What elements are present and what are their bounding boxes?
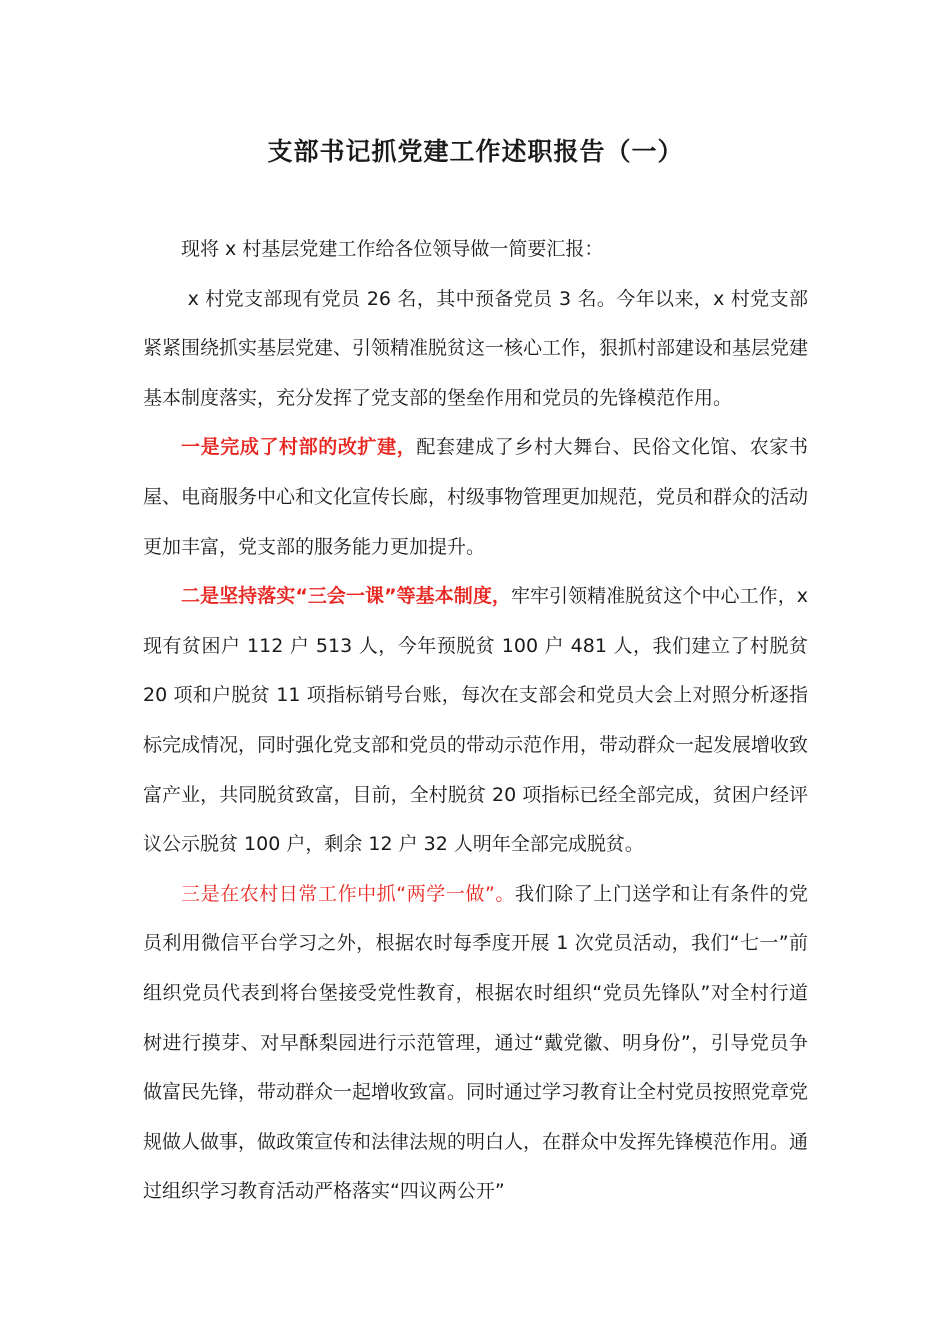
opening-paragraph: 现将 x 村基层党建工作给各位领导做一简要汇报： xyxy=(181,238,604,260)
section-paragraph-3 xyxy=(143,870,808,1217)
section-paragraph-2 xyxy=(143,572,808,870)
intro-paragraph: x 村党支部现有党员 26 名，其中预备党员 3 名。今年以来，x 村党支部紧紧围绕抓实基层党建、引领精准脱贫这一核心工作，狠抓村部建设和基层党建基本制度落实，充分发挥了党支部的堡垒作用和党员的先锋模范作用。 xyxy=(143,287,809,409)
document-title: 支部书记抓党建工作述职报告（一） xyxy=(267,137,684,166)
section-lead-3: 三是在农村日常工作中抓“两学一做”。 xyxy=(181,882,515,905)
section-text-2: 牢牢引领精准脱贫这个中心工作，x 现有贫困户 112 户 513 人，今年预脱贫 100 户 481 人，我们建立了村脱贫 20 项和户脱贫 11 项指标销号台账，每次在支部会和党员大会上对照分析逐指标完成情况，同时强化党支部和党员的带动示范作用，带动群众一起发展增收致富产业，共同脱贫致富，目前，全村脱贫 20 项指标已经全部完成，贫困户经评议公示脱贫 100 户，剩余 12 户 32 人明年全部完成脱贫。 xyxy=(143,585,809,856)
section-lead-2: 二是坚持落实“三会一课”等基本制度， xyxy=(181,585,511,608)
section-lead-1: 一是完成了村部的改扩建， xyxy=(181,436,417,459)
section-paragraph-1 xyxy=(143,423,808,572)
section-text-1: 配套建成了乡村大舞台、民俗文化馆、农家书屋、电商服务中心和文化宣传长廊，村级事物管理更加规范，党员和群众的活动更加丰富，党支部的服务能力更加提升。 xyxy=(143,436,809,558)
section-text-3: 我们除了上门送学和让有条件的党员利用微信平台学习之外，根据农时每季度开展 1 次党员活动，我们“七一”前组织党员代表到将台堡接受党性教育，根据农时组织“党员先锋队”对全村行道树进行摸芽、对早酥梨园进行示范管理，通过“戴党徽、明身份”，引导党员争做富民先锋，带动群众一起增收致富。同时通过学习教育让全村党员按照党章党规做人做事，做政策宣传和法律法规的明白人，在群众中发挥先锋模范作用。通过组织学习教育活动严格落实“四议两公开” xyxy=(143,882,809,1203)
document-body xyxy=(143,225,808,1217)
